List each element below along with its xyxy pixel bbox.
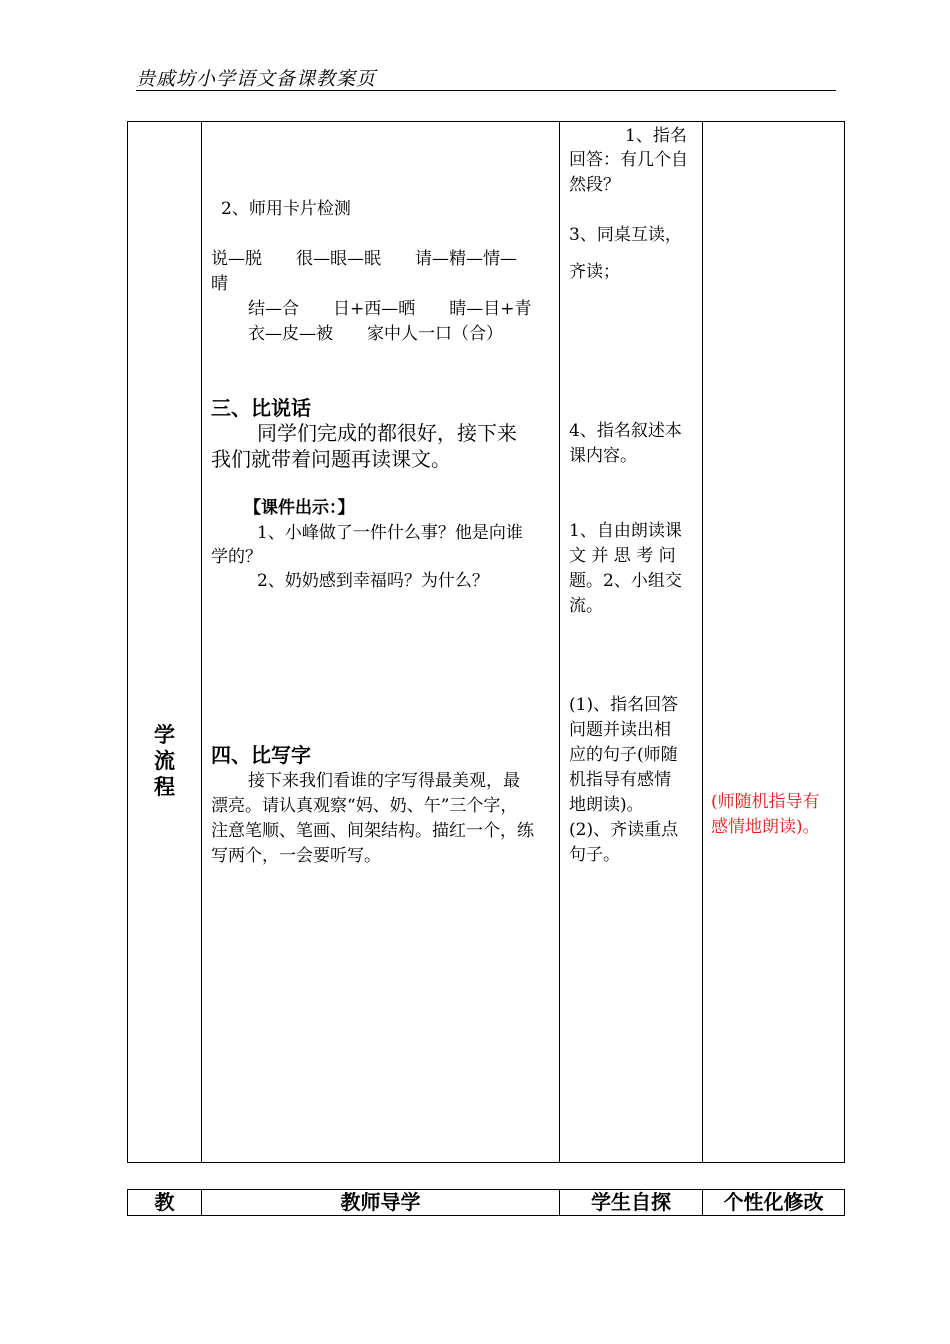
student-text: 回答：有几个自 [569, 150, 688, 170]
process-label-char: 流 [154, 749, 175, 773]
student-text: 文 并 思 考 问 [569, 546, 676, 566]
process-label [128, 722, 201, 800]
card-check: 2、师用卡片检测 [221, 199, 351, 219]
student-text: (2)、齐读重点 [569, 820, 679, 840]
word-line: 衣—皮—被 家中人一口（合） [248, 324, 503, 344]
student-text: 应的句子(师随 [569, 745, 678, 765]
page-header [136, 64, 836, 91]
section-title: 三、比说话 [211, 396, 311, 420]
word-line: 说—脱 很—眼—眠 请—精—情— [211, 249, 517, 269]
student-text: 3、同桌互读， [569, 225, 682, 245]
courseware-label: 【课件出示：】 [244, 498, 355, 518]
student-text: 机指导有感情 [569, 770, 671, 790]
word-line: 晴 [211, 274, 228, 294]
student-text: 1、指名 [625, 126, 687, 146]
process-label-char: 学 [154, 723, 175, 747]
question-text: 2、奶奶感到幸福吗？为什么？ [257, 571, 489, 591]
header-cell: 学生自探 [591, 1190, 671, 1214]
next-table-header [127, 1189, 845, 1216]
header-cell: 个性化修改 [723, 1190, 824, 1214]
question-text: 学的？ [211, 547, 262, 567]
student-text: 4、指名叙述本 [569, 421, 682, 441]
student-text: 问题并读出相 [569, 720, 671, 740]
personal-note: (师随机指导有 [711, 792, 820, 812]
section-text: 同学们完成的都很好，接下来 [257, 421, 517, 445]
header-cell: 教 [154, 1190, 175, 1214]
personal-note: 感情地朗读)。 [711, 817, 820, 837]
student-text: (1)、指名回答 [569, 695, 679, 715]
section-text: 漂亮。请认真观察“妈、奶、午”三个字， [211, 796, 518, 816]
process-label-char: 程 [154, 775, 175, 799]
student-text: 地朗读)。 [569, 795, 644, 815]
section-text: 写两个，一会要听写。 [211, 846, 381, 866]
section-text: 注意笔顺、笔画、间架结构。描红一个，练 [211, 821, 534, 841]
student-text: 然段？ [569, 175, 620, 195]
student-text: 句子。 [569, 845, 620, 865]
word-line: 结—合 日+西—晒 睛—目+青 [248, 299, 532, 319]
student-text: 1、自由朗读课 [569, 521, 682, 541]
student-text: 齐读； [569, 262, 620, 282]
student-text: 题。2、小组交 [569, 571, 682, 591]
lesson-table [127, 121, 845, 1163]
header-title: 贵戚坊小学语文备课教案页 [136, 68, 377, 90]
column-divider [201, 122, 202, 1162]
section-text: 接下来我们看谁的字写得最美观，最 [248, 771, 520, 791]
column-divider [559, 122, 560, 1162]
header-cell: 教师导学 [340, 1190, 421, 1214]
section-title: 四、比写字 [211, 743, 311, 767]
student-text: 课内容。 [569, 446, 637, 466]
section-text: 我们就带着问题再读课文。 [211, 447, 451, 471]
student-text: 流。 [569, 596, 603, 616]
column-divider [702, 122, 703, 1162]
question-text: 1、小峰做了一件什么事？他是向谁 [257, 523, 523, 543]
